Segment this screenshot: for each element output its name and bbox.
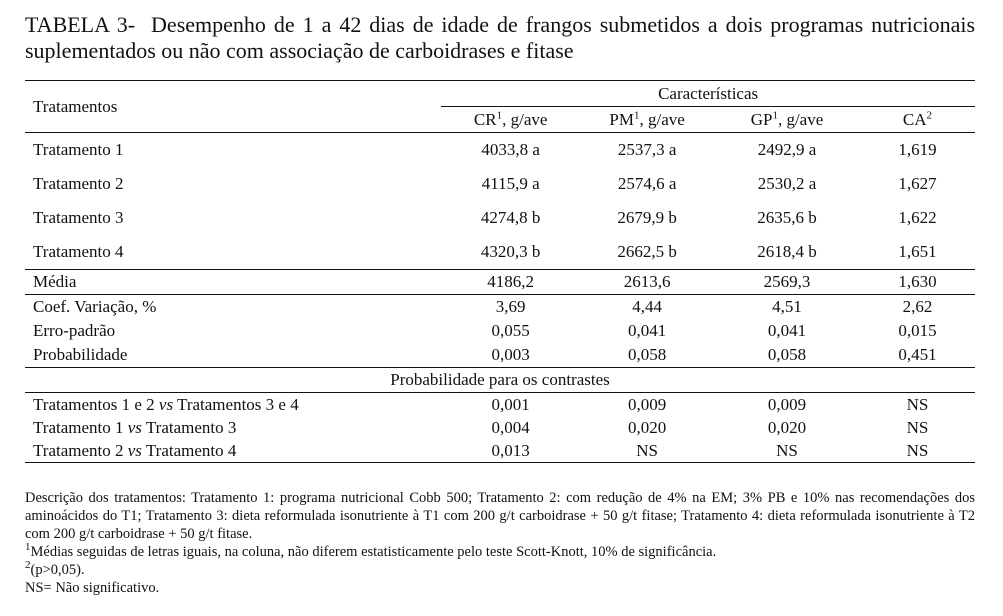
stat-row: Probabilidade 0,003 0,058 0,058 0,451 [25,343,975,368]
table-caption-label: TABELA 3- [25,12,136,37]
treatment-description: Descrição dos tratamentos: Tratamento 1: programa nutricional Cobb 500; Tratamento 2: com redução de 4% na EM; 3% PB e 10% nas recomendações dos aminoácidos do T1; Tratamento 3: dieta reformulada isonutriente à T1 com 200 g/t carboidrase + 50 g/t fitase; Tratamento 4: dieta reformulada isonutriente à T2 com 200 g/t carboidrase + 50 g/t fitase. [25,490,975,542]
ns-note: NS= Não significativo. [25,580,160,596]
contrast-row: Tratamento 2 vs Tratamento 4 0,013 NS NS NS [25,439,975,463]
column-header-pm: $PM^1$, g/ave [580,107,714,133]
group-header: Características [441,81,975,107]
footnote-2: $^2$(p>0,05). [25,559,85,578]
table-row: Tratamento 2 4115,9 a 2574,6 a 2530,2 a 1,627 [33,174,937,193]
contrasts-header-row [25,368,975,393]
row-header: Tratamentos [25,81,441,133]
column-header-gp: $GP^1$, g/ave [714,107,860,133]
contrast-row: Tratamentos 1 e 2 vs Tratamentos 3 e 4 0,001 0,009 0,009 NS [33,394,929,414]
results-table [25,80,975,463]
results-table-wrapper [25,80,975,463]
stat-row: Coef. Variação, % 3,69 4,44 4,51 2,62 [33,297,933,316]
footnote-1: $^1$Médias seguidas de letras iguais, na coluna, não diferem estatisticamente pelo teste Scott-Knott, 10% de significância. [25,541,717,560]
column-header-cr: $CR^1$, g/ave [441,107,580,133]
table-notes [25,489,975,597]
mean-row: Média 4186,2 2613,6 2569,3 1,630 [25,270,975,295]
column-header-ca: $CA^2$ [860,107,975,133]
contrast-row: Tratamento 1 vs Tratamento 3 0,004 0,020 0,020 NS [33,417,929,437]
table-caption-text: Desempenho de 1 a 42 dias de idade de frangos submetidos a dois programas nutricionais suplementados ou não com associação de carboidrases e fitase [25,12,976,63]
table-row: Tratamento 1 4033,8 a 2537,3 a 2492,9 a 1,619 [33,140,937,159]
contrasts-header: Probabilidade para os contrastes [25,368,975,393]
table-row: Tratamento 3 4274,8 b 2679,9 b 2635,6 b 1,622 [33,208,937,227]
table-caption [25,12,975,64]
table-row: Tratamento 4 4320,3 b 2662,5 b 2618,4 b 1,651 [25,235,975,270]
stat-row: Erro-padrão 0,055 0,041 0,041 0,015 [33,321,937,340]
